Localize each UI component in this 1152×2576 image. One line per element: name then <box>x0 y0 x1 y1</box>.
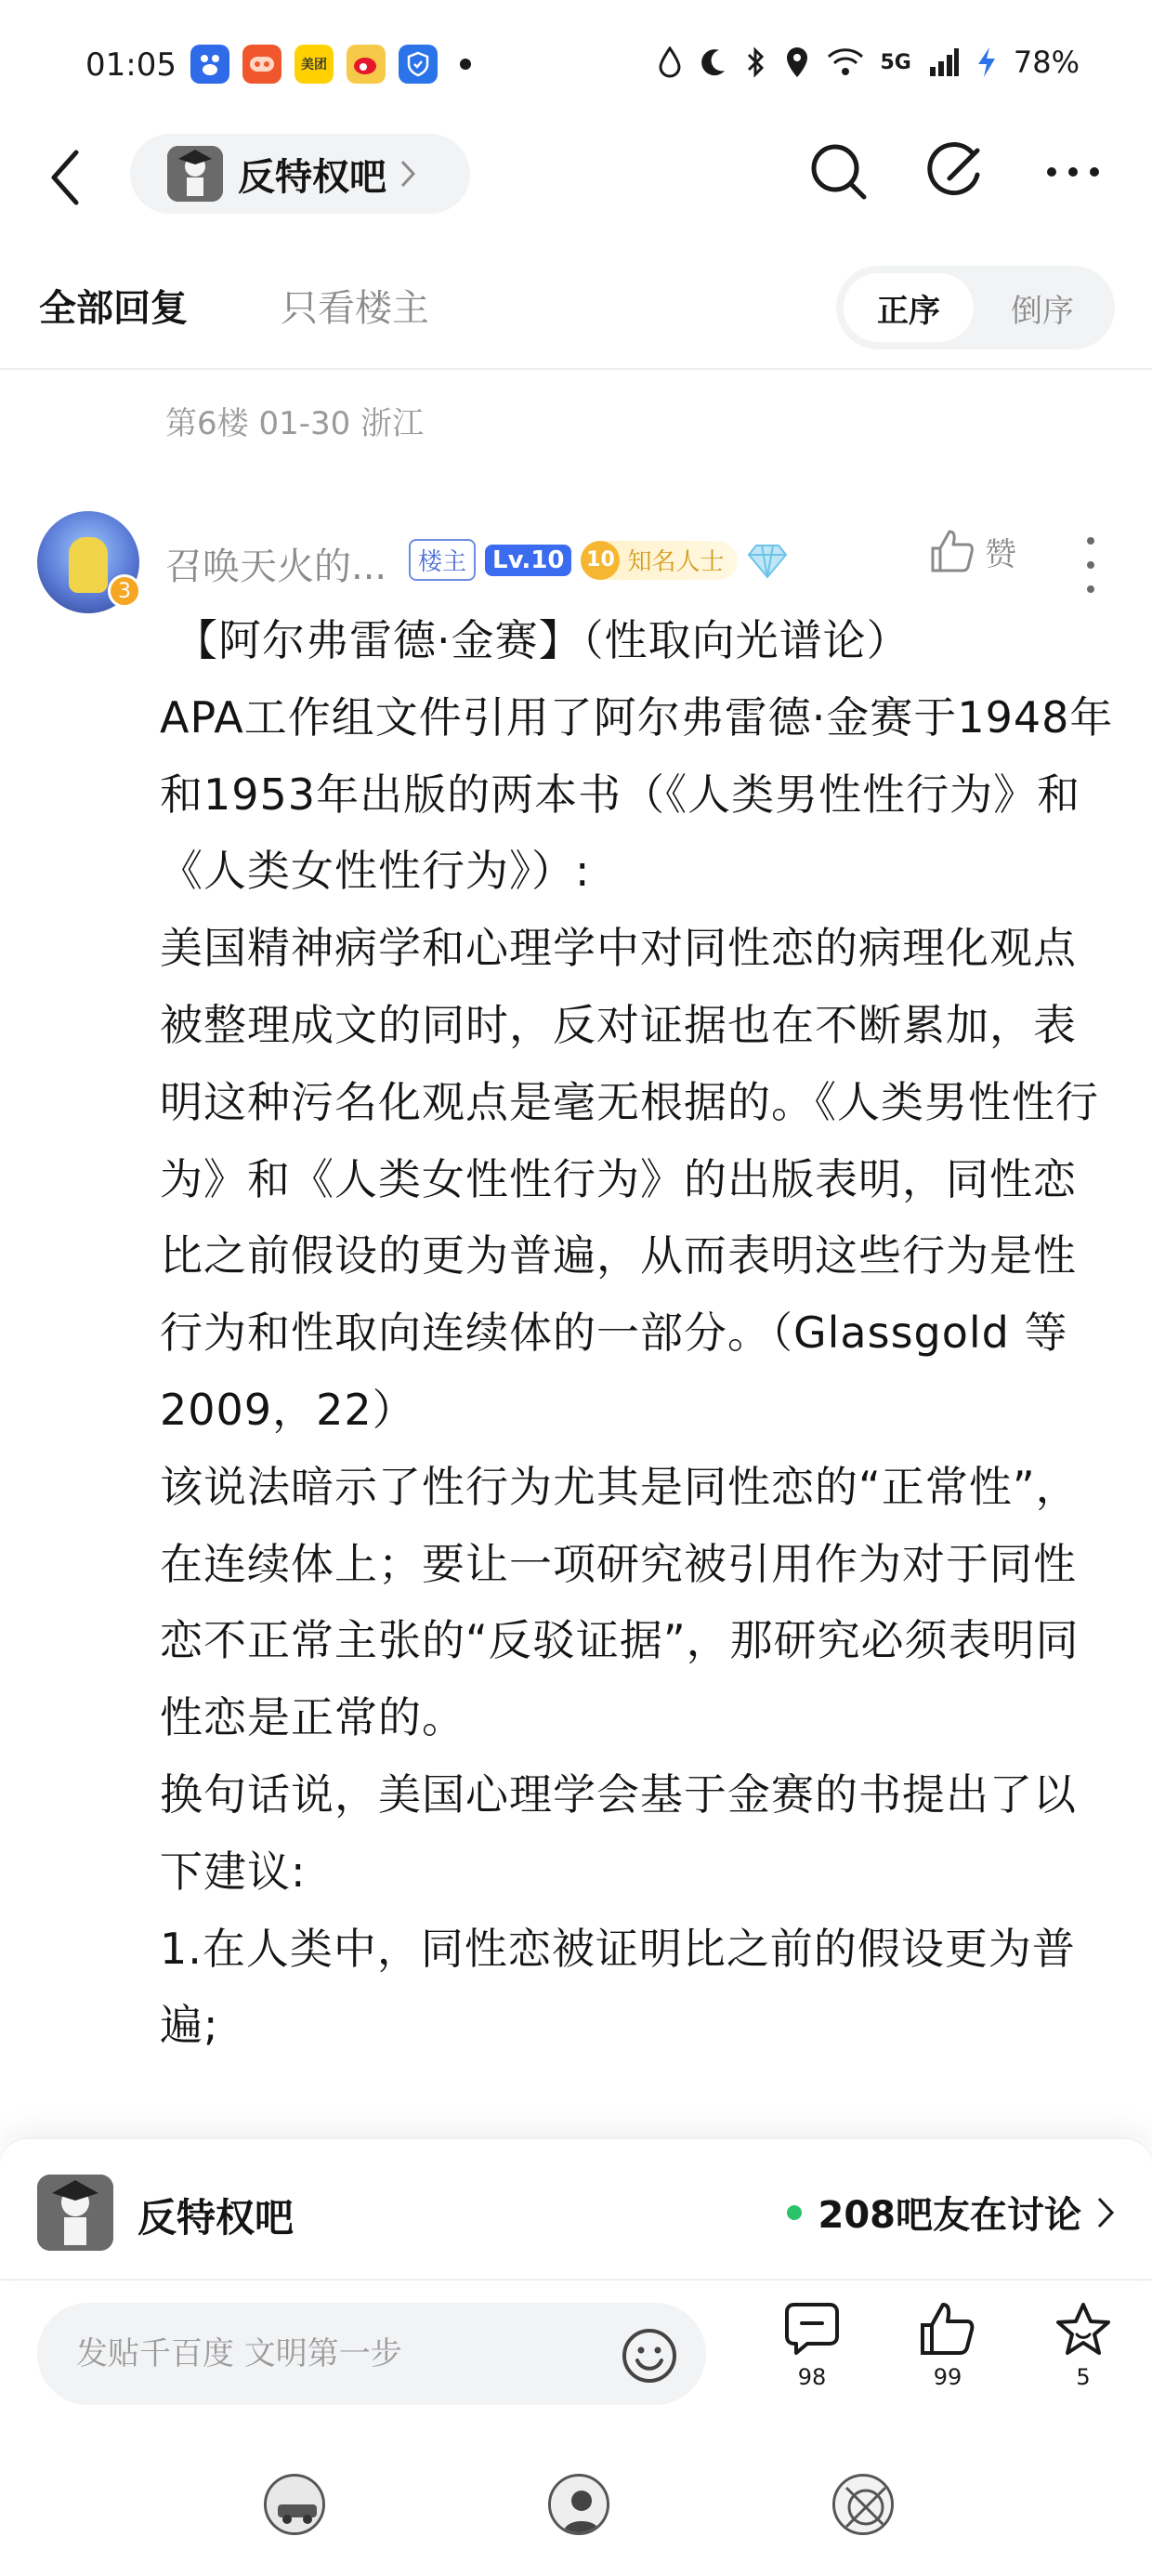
divider <box>0 368 1152 370</box>
status-app-icons <box>190 45 471 84</box>
post-like-button[interactable] <box>929 528 1016 574</box>
post-paragraph: 美国精神病学和心理学中对同性恋的病理化观点被整理成文的同时，反对证据也在不断累加，表明这种污名化观点是毫无根据的。《人类男性性行为》和《人类女性性行为》的出版表明，同性恋比之前假设的更为普遍，从而表明这些行为是性行为和性取向连续体的一部分。（Glassgold 等2009，22） <box>160 923 1099 1435</box>
forum-name: 反特权吧 <box>238 155 386 199</box>
person-avatar-icon <box>551 2477 609 2535</box>
post-header <box>37 511 1115 613</box>
search-icon <box>808 141 870 203</box>
edit-icon <box>925 141 987 203</box>
tab-only-host[interactable]: 只看楼主 <box>281 287 429 330</box>
fame-badge <box>581 541 737 580</box>
meituan-app-icon: 美团 <box>295 45 334 84</box>
post-paragraph: 该说法暗示了性行为尤其是同性恋的“正常性”，在连续体上；要让一项研究被引用作为对于同性恋不正常主张的“反驳证据”，那研究必须表明同性恋是正常的。 <box>160 1461 1080 1743</box>
like-label: 赞 <box>985 535 1016 573</box>
reply-filter-row <box>0 260 1152 372</box>
drop-icon <box>658 46 682 78</box>
post-paragraph: 换句话说，美国心理学会基于金赛的书提出了以下建议: <box>160 1768 1077 1897</box>
like-button[interactable] <box>910 2301 985 2390</box>
forum-bar-name: 反特权吧 <box>137 2195 295 2241</box>
post-paragraph: 【阿尔弗雷德·金赛】（性取向光谱论） <box>175 615 910 665</box>
crossed-avatar-icon <box>835 2477 894 2535</box>
forum-entry-button[interactable] <box>130 134 470 214</box>
more-horizontal-icon <box>1045 165 1101 178</box>
shield-app-icon <box>399 45 438 84</box>
host-badge: 楼主 <box>409 539 476 581</box>
fame-badge-text: 知名人士 <box>627 548 725 576</box>
like-count: 99 <box>933 2364 962 2390</box>
bottom-avatar-tabs <box>0 2453 1152 2576</box>
online-dot-icon <box>787 2205 802 2220</box>
forum-avatar <box>167 146 223 202</box>
thumbs-up-icon <box>929 528 975 574</box>
post-content <box>160 602 1117 2064</box>
baidu-app-icon <box>190 45 229 84</box>
favorite-button[interactable] <box>1046 2301 1120 2390</box>
comment-icon <box>783 2301 841 2357</box>
network-label: 5G <box>880 50 911 74</box>
order-toggle <box>836 266 1115 349</box>
post-paragraph: APA工作组文件引用了阿尔弗雷德·金赛于1948年和1953年出版的两本书（《人类男性性行为》和《人类女性性行为》）: <box>160 691 1114 897</box>
status-right <box>658 45 1080 80</box>
tab-all-replies[interactable]: 全部回复 <box>39 287 188 330</box>
bluetooth-icon <box>745 46 767 79</box>
bottom-tab-avatar-1[interactable] <box>264 2474 325 2535</box>
emoji-icon <box>621 2327 678 2385</box>
back-button[interactable] <box>46 147 102 212</box>
chevron-right-icon <box>399 159 416 189</box>
online-text: 208吧友在讨论 <box>818 2194 1081 2237</box>
username[interactable]: 召唤天火的... <box>165 545 387 588</box>
search-button[interactable] <box>806 139 871 204</box>
reply-input[interactable] <box>37 2303 706 2405</box>
status-bar <box>0 0 1152 139</box>
fame-badge-number: 10 <box>581 541 620 580</box>
charging-icon <box>976 46 997 79</box>
game-app-icon <box>242 45 281 84</box>
moon-icon <box>699 46 728 78</box>
car-avatar-icon <box>267 2477 325 2535</box>
chevron-right-icon <box>1096 2196 1115 2229</box>
user-avatar[interactable] <box>37 511 139 613</box>
star-count: 5 <box>1076 2364 1091 2390</box>
battery-label: 78% <box>1013 45 1080 80</box>
nav-actions <box>806 139 1106 204</box>
online-discussion[interactable] <box>787 2186 1116 2239</box>
emoji-button[interactable] <box>621 2327 678 2385</box>
previous-floor-meta: 第6楼 01-30 浙江 <box>165 405 425 442</box>
forum-bar-avatar <box>37 2175 113 2251</box>
edit-post-button[interactable] <box>923 139 988 204</box>
reply-bar <box>0 2280 1152 2420</box>
more-button[interactable] <box>1041 139 1106 204</box>
forum-bar[interactable] <box>0 2137 1152 2279</box>
thumbs-up-icon <box>919 2301 976 2357</box>
bottom-tab-avatar-3[interactable] <box>832 2474 894 2535</box>
order-desc-button[interactable]: 倒序 <box>1011 292 1074 330</box>
comment-button[interactable] <box>775 2301 849 2390</box>
back-arrow-icon <box>46 147 84 208</box>
post-paragraph: 1.在人类中，同性恋被证明比之前的假设更为普遍; <box>160 1923 1076 2051</box>
avatar-level-badge: 3 <box>108 574 141 608</box>
comment-count: 98 <box>797 2364 827 2390</box>
avatar-figure <box>69 537 108 593</box>
status-time: 01:05 <box>85 46 177 84</box>
signal-icon <box>928 46 960 78</box>
bottom-tab-avatar-2[interactable] <box>548 2474 609 2535</box>
more-notifications-icon <box>460 59 471 70</box>
post-more-button[interactable] <box>1081 537 1100 593</box>
diamond-icon <box>747 542 788 579</box>
weibo-app-icon <box>347 45 386 84</box>
user-badges <box>409 539 788 581</box>
level-badge: Lv.10 <box>485 545 571 576</box>
location-icon <box>784 46 810 79</box>
nav-bar <box>0 130 1152 232</box>
order-asc-button[interactable]: 正序 <box>844 273 974 342</box>
star-icon <box>1054 2301 1112 2357</box>
wifi-icon <box>827 46 864 79</box>
